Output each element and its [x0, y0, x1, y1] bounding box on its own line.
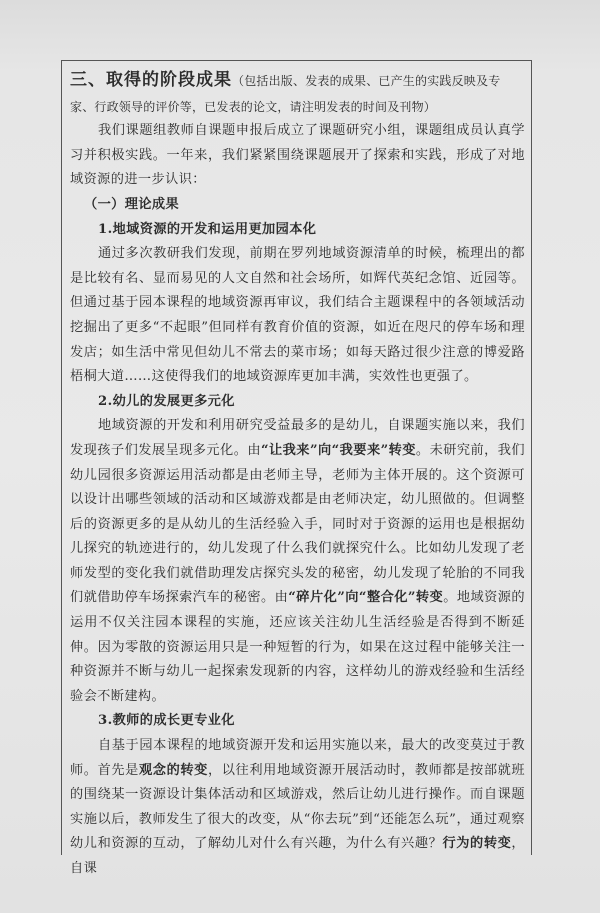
- emphasis-text: 行为的转变: [442, 836, 512, 852]
- emphasis-text: 观念的转变: [138, 762, 208, 778]
- paragraph-resource-development: 通过多次教研我们发现，前期在罗列地域资源清单的时候，梳理出的都是比较有名、显而易见的人文自然和社会场所，如辉代英纪念馆、近园等。但通过基于园本课程的地域资源再审议，我们结合主题课程中的各领域活动挖掘出了更多“不起眼”但同样有教育价值的资源，如近在咫尺的停车场和理发店；如生活中常见但幼儿不常去的菜市场；如每天路过很少注意的博爱路梧桐大道……这使得我们的地域资源库更加丰满，实效性也更强了。: [70, 246, 525, 385]
- document-body: [70, 68, 525, 882]
- heading-resource-development: 1.地域资源的开发和运用更加园本化: [98, 221, 317, 237]
- emphasis-text: “碎片化”向“整合化”转变: [288, 590, 444, 606]
- emphasis-text: “让我来”向“我要来”转变: [260, 442, 416, 458]
- intro-paragraph: 我们课题组教师自课题申报后成立了课题研究小组，课题组成员认真学习并积极实践。一年来，我们紧紧围绕课题展开了探索和实践，形成了对地域资源的进一步认识：: [70, 123, 525, 188]
- heading-child-development: 2.幼儿的发展更多元化: [98, 393, 235, 409]
- paragraph-child-development: [70, 414, 525, 709]
- section-title: 三、取得的阶段成果: [70, 70, 232, 90]
- text-run: 自基于园本课程的地域资源开发和运用实施以来，最大的改变莫过于教师。首先是: [70, 738, 525, 778]
- text-run: 。未研究前，我们幼儿园很多资源运用活动都是由老师主导，老师为主体开展的。这个资源可以设计出哪些领域的活动和区域游戏都是由老师决定，幼儿照做的。但调整后的资源更多的是从幼儿的生活经验入手，同时对于资源的运用也是根据幼儿探究的轨迹进行的，幼儿发现了什么我们就探究什么。比如幼儿发现了老师发型的变化我们就借助理发店探究头发的秘密，幼儿发现了轮胎的不同我们就借助停车场探索汽车的秘密。由: [70, 442, 525, 606]
- section-title-note: （包括出版、发表的成果、已产生的实践反映及专: [232, 74, 501, 88]
- paragraph-teacher-growth: [70, 734, 525, 882]
- text-run: ，自课: [70, 836, 525, 876]
- text-run: ，以往利用地域资源开展活动时，教师都是按部就班的围绕某一资源设计集体活动和区域游戏，然后让幼儿进行操作。而自课题实施以后，教师发生了很大的改变，从“你去玩”到“还能怎么玩”，通过观察幼儿和资源的互动，了解幼儿对什么有兴趣，为什么有兴趣？: [70, 762, 526, 852]
- heading-teacher-growth: 3.教师的成长更专业化: [98, 713, 235, 729]
- text-run: 地域资源的开发和利用研究受益最多的是幼儿，自课题实施以来，我们发现孩子们发展呈现多元化。由: [70, 418, 525, 458]
- section-heading-line: [70, 68, 525, 95]
- subsection-heading-theory: （一）理论成果: [84, 196, 180, 212]
- section-title-note-continued: 家、行政领导的评价等，已发表的论文，请注明发表的时间及刊物）: [70, 99, 437, 114]
- text-run: 。地域资源的运用不仅关注园本课程的实施，还应该关注幼儿生活经验是否得到不断延伸。因为零散的资源运用只是一种短暂的行为，如果在这过程中能够关注一种资源并不断与幼儿一起探索发现新的内容，这样幼儿的游戏经验和生活经验会不断建构。: [70, 590, 525, 704]
